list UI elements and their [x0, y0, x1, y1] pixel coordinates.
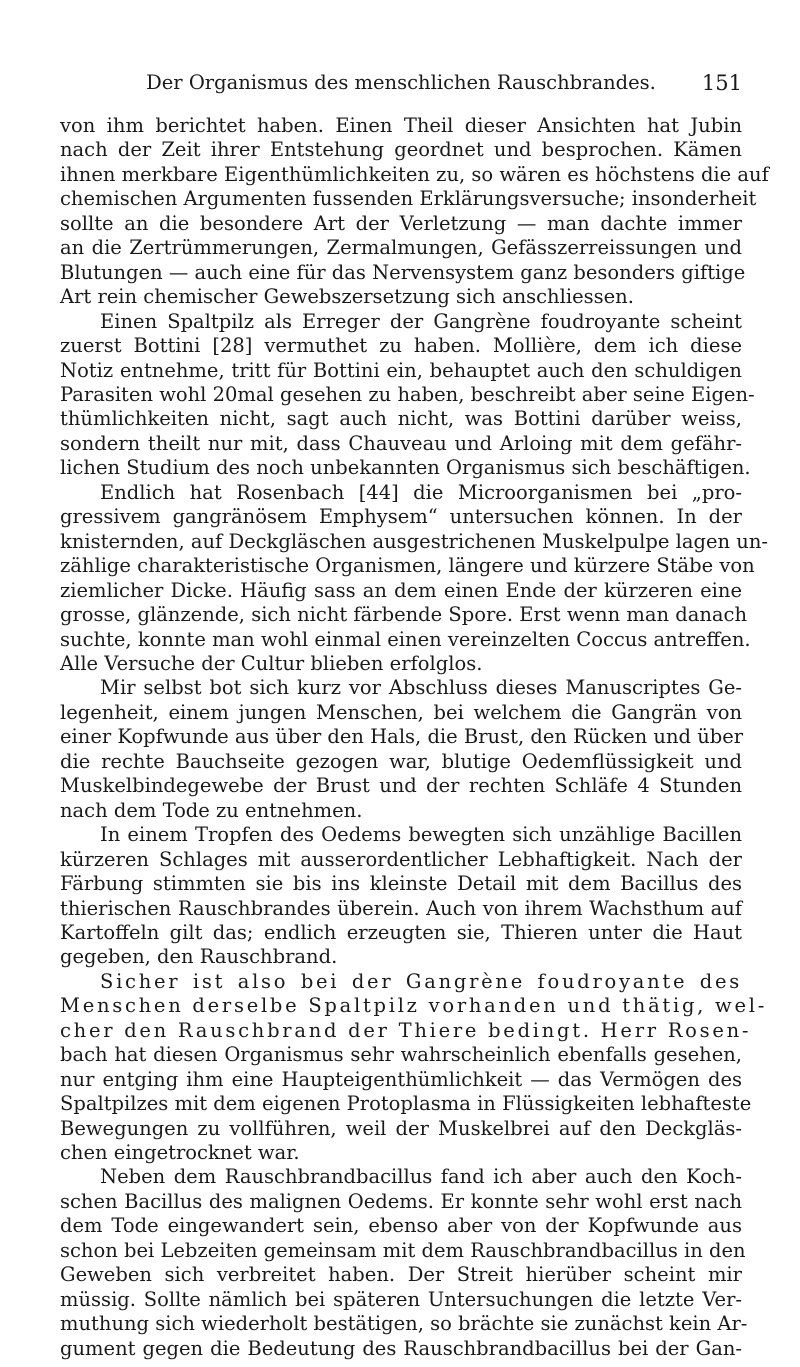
text-line: Färbung stimmten sie bis ins kleinste Detail mit dem Bacillus des — [60, 872, 742, 896]
text-line: zuerst Bottini [28] vermuthet zu haben. Mollière, dem ich diese — [60, 334, 742, 358]
text-line: schen Bacillus des malignen Oedems. Er konnte sehr wohl erst nach — [60, 1189, 742, 1213]
page-number: 151 — [701, 71, 742, 95]
text-line: thierischen Rauschbrandes überein. Auch von ihrem Wachsthum auf — [60, 896, 742, 920]
text-line: nur entging ihm eine Haupteigenthümlichkeit — das Vermögen des — [60, 1067, 742, 1091]
text-line: Blutungen — auch eine für das Nervensystem ganz besonders giftige — [60, 260, 746, 284]
text-line: cher den Rauschbrand der Thiere bedingt. Herr Rosen- — [60, 1018, 752, 1042]
text-line: Bewegungen zu vollführen, weil der Muskelbrei auf den Deckgläs- — [60, 1116, 742, 1140]
text-line: lichen Studium des noch unbekannten Organismus sich beschäftigen. — [60, 456, 751, 480]
text-line: Mir selbst bot sich kurz vor Abschluss dieses Manuscriptes Ge- — [100, 676, 742, 700]
text-line: zählige charakteristische Organismen, längere und kürzere Stäbe von — [60, 554, 755, 578]
text-line: müssig. Sollte nämlich bei späteren Untersuchungen die letzte Ver- — [60, 1287, 742, 1311]
text-line: Parasiten wohl 20mal gesehen zu haben, beschreibt aber seine Eigen- — [60, 382, 755, 406]
text-line: kürzeren Schlages mit ausserordentlicher Lebhaftigkeit. Nach der — [60, 847, 742, 871]
text-line: nach dem Tode zu entnehmen. — [60, 798, 363, 822]
text-line: Art rein chemischer Gewebszersetzung sich anschliessen. — [60, 285, 634, 309]
text-line: knisternden, auf Deckgläschen ausgestrichenen Muskelpulpe lagen un- — [60, 529, 768, 553]
text-line: Alle Versuche der Cultur blieben erfolglos. — [60, 651, 483, 675]
text-line: gegeben, den Rauschbrand. — [60, 945, 338, 969]
text-line: Einen Spaltpilz als Erreger der Gangrène foudroyante scheint — [100, 309, 742, 333]
text-line: Neben dem Rauschbrandbacillus fand ich aber auch den Koch- — [100, 1165, 742, 1189]
text-line: schon bei Lebzeiten gemeinsam mit dem Rauschbrandbacillus in den — [60, 1238, 746, 1262]
text-line: muthung sich wiederholt bestätigen, so brächte sie zunächst kein Ar- — [60, 1312, 748, 1336]
text-line: nach der Zeit ihrer Entstehung geordnet und besprochen. Kämen — [60, 138, 742, 162]
body-text — [60, 114, 769, 1361]
running-header — [60, 66, 742, 100]
text-line: Menschen derselbe Spaltpilz vorhanden und thätig, wel- — [60, 994, 768, 1018]
text-line: legenheit, einem jungen Menschen, bei welchem die Gangrän von — [60, 700, 742, 724]
text-line: an die Zertrümmerungen, Zermalmungen, Gefässzerreissungen und — [60, 236, 742, 260]
text-line: gressivem gangränösem Emphysem“ untersuchen können. In der — [60, 505, 742, 529]
text-line: thümlichkeiten nicht, sagt auch nicht, was Bottini darüber weiss, — [60, 407, 742, 431]
text-line: die rechte Bauchseite gezogen war, blutige Oedemflüssigkeit und — [60, 749, 742, 773]
text-line: ziemlicher Dicke. Häufig sass an dem einen Ende der kürzeren eine — [60, 578, 742, 602]
text-line: chemischen Argumenten fussenden Erklärungsversuche; insonderheit — [60, 187, 757, 211]
text-line: Muskelbindegewebe der Brust und der rechten Schläfe 4 Stunden — [60, 774, 742, 798]
text-line: chen eingetrocknet war. — [60, 1141, 300, 1165]
text-line: sondern theilt nur mit, dass Chauveau und Arloing mit dem gefähr- — [60, 431, 742, 455]
text-line: Sicher ist also bei der Gangrène foudroyante des — [100, 969, 742, 993]
text-line: Kartoffeln gilt das; endlich erzeugten sie, Thieren unter die Haut — [60, 920, 742, 944]
text-line: sollte an die besondere Art der Verletzung — man dachte immer — [60, 211, 742, 235]
text-line: In einem Tropfen des Oedems bewegten sich unzählige Bacillen — [100, 823, 742, 847]
text-line: Notiz entnehme, tritt für Bottini ein, behauptet auch den schuldigen — [60, 358, 742, 382]
text-line: grosse, glänzende, sich nicht färbende Spore. Erst wenn man danach — [60, 603, 748, 627]
text-line: bach hat diesen Organismus sehr wahrscheinlich ebenfalls gesehen, — [60, 1043, 742, 1067]
text-line: von ihm berichtet haben. Einen Theil dieser Ansichten hat Jubin — [60, 114, 742, 137]
text-line: Geweben sich verbreitet haben. Der Streit hierüber scheint mir — [60, 1263, 742, 1287]
text-line: Spaltpilzes mit dem eigenen Protoplasma in Flüssigkeiten lebhafteste — [60, 1092, 752, 1116]
text-line: ihnen merkbare Eigenthümlichkeiten zu, so wären es höchstens die auf — [60, 162, 769, 186]
text-line: suchte, konnte man wohl einmal einen vereinzelten Coccus antreffen. — [60, 627, 751, 651]
text-line: gument gegen die Bedeutung des Rauschbrandbacillus bei der Gan- — [60, 1336, 742, 1360]
text-line: einer Kopfwunde aus über den Hals, die Brust, den Rücken und über — [60, 725, 744, 749]
running-title: Der Organismus des menschlichen Rauschbrandes. — [146, 71, 656, 94]
text-line: dem Tode eingewandert sein, ebenso aber von der Kopfwunde aus — [60, 1214, 742, 1238]
text-line: Endlich hat Rosenbach [44] die Microorganismen bei „pro- — [100, 480, 742, 504]
